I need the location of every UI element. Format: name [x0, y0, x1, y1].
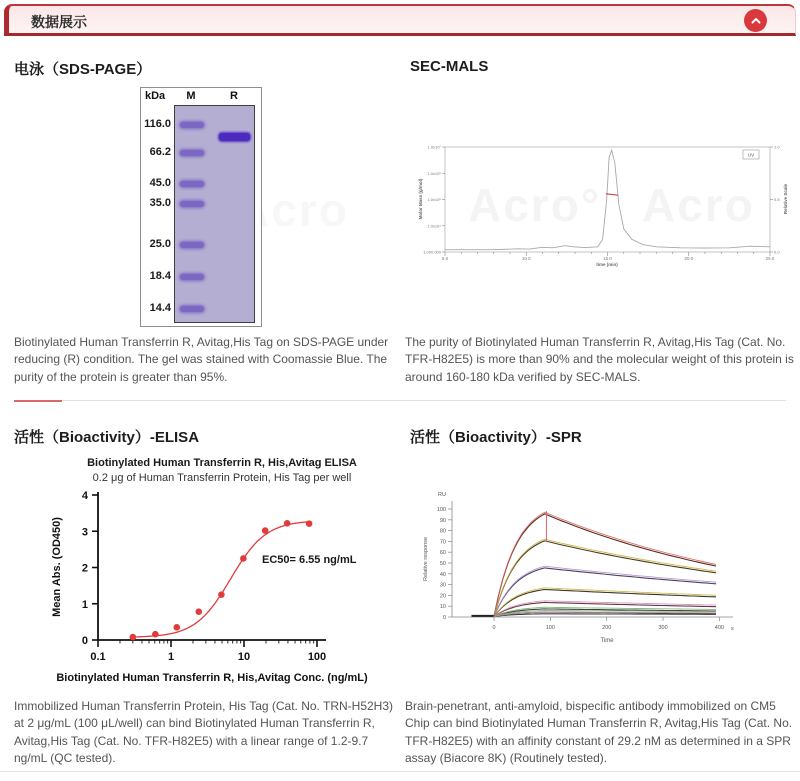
y-tick-label: 0 — [442, 615, 446, 621]
y-tick-label: 4 — [81, 490, 88, 502]
y-tick-label: 10 — [439, 604, 446, 611]
data-point — [173, 624, 180, 631]
y-tick-label: 30 — [439, 582, 446, 589]
section-divider-accent — [14, 400, 62, 402]
right-tick-label: 1.0 — [774, 144, 780, 150]
y-tick-label: 60 — [439, 550, 446, 557]
y-tick-label: 70 — [439, 539, 446, 546]
x-axis-label: time (min) — [596, 262, 618, 267]
y-axis-label: Relative response — [423, 536, 429, 582]
legend-label: UV — [747, 152, 755, 158]
y-tick-label: 40 — [439, 571, 446, 578]
gel-marker-band — [180, 150, 204, 156]
bottom-divider — [0, 771, 800, 772]
y-tick-label: 50 — [439, 561, 446, 567]
left-tick-label: 1.0x10⁷ — [427, 144, 441, 150]
data-point — [306, 520, 313, 527]
left-axis-label: Molar Mass (g/mol) — [418, 178, 423, 220]
chart-subtitle: 0.2 μg of Human Transferrin Protein, His Tag per well — [92, 472, 352, 484]
plot-box — [445, 147, 770, 252]
x-axis-label: Time — [600, 638, 614, 644]
fit-curve — [130, 522, 311, 638]
gel-marker-band — [180, 201, 204, 207]
gel-marker-label: 45.0 — [149, 177, 171, 189]
x-tick-label: 100 — [545, 625, 555, 631]
section-divider — [62, 400, 786, 401]
gel-marker-label: 35.0 — [149, 197, 171, 209]
y-tick-label: 80 — [439, 528, 446, 535]
molar-mass-trace — [606, 194, 618, 196]
left-tick-label: 1.0x10⁵ — [427, 197, 441, 202]
ec50-annotation: EC50= 6.55 ng/mL — [262, 554, 357, 566]
left-tick-label: 1,000.000 — [423, 249, 441, 255]
right-tick-label: 0.5 — [774, 197, 780, 202]
y-tick-label: 3 — [81, 526, 88, 539]
gel-marker-label: 25.0 — [149, 238, 171, 250]
caption-elisa: Immobilized Human Transferrin Protein, His Tag (Cat. No. TRN-H52H3) at 2 μg/mL (100 μL/well) can bind Biotinylated Human Transferrin R, Avitag,His Tag (Cat. No. TFR-H82E5) with a linear range of 1.2-9.7 ng/mL (QC tested). — [14, 699, 394, 766]
x-tick-label: 1 — [167, 651, 175, 663]
x-tick-label: 400 — [714, 625, 724, 631]
x-tick-label: 20.0 — [684, 256, 694, 261]
x-tick-label: 5.0 — [441, 256, 449, 261]
data-point — [218, 591, 225, 598]
sec-mals-chart — [413, 135, 800, 267]
y-tick-label: 90 — [439, 517, 446, 524]
gel-marker-band — [180, 181, 204, 187]
caption-sds-page: Biotinylated Human Transferrin R, Avitag,His Tag on SDS-PAGE under reducing (R) condition. The gel was stained with Coomassie Blue. The purity of the protein is greater than 95%. — [14, 335, 389, 384]
gel-marker-label: 14.4 — [149, 302, 171, 314]
uv-trace — [445, 150, 770, 250]
y-axis-label: Mean Abs. (OD450) — [51, 517, 63, 617]
data-point — [262, 527, 269, 534]
x-tick-label: 300 — [658, 625, 668, 631]
caption-spr: Brain-penetrant, anti-amyloid, bispecific antibody immobilized on CM5 Chip can bind Biotinylated Human Transferrin R, Avitag,His Tag (Cat. No. TFR-H82E5) with an affinity constant of 29.2 nM as determined in a SPR assay (Biacore 8K) (Routinely tested). — [405, 699, 793, 766]
data-point — [240, 555, 247, 562]
y-tick-label: 0 — [81, 635, 88, 647]
x-tick-label: 15.0 — [603, 256, 612, 261]
gel-lane-r-label: R — [230, 90, 238, 102]
left-tick-label: 1.0x10⁴ — [427, 223, 441, 229]
page-title: 数据展示 — [31, 14, 87, 30]
x-tick-label: 0.1 — [90, 651, 106, 663]
watermark-acro: Acro — [236, 184, 349, 236]
x-tick-label: 200 — [602, 625, 612, 631]
gel-marker-label: 66.2 — [149, 146, 171, 158]
gel-unit-label: kDa — [145, 90, 166, 102]
section-title-elisa: 活性（Bioactivity）-ELISA — [14, 429, 200, 446]
spr-chart — [415, 487, 800, 657]
gel-marker-band — [180, 274, 204, 280]
gel-marker-label: 116.0 — [144, 118, 171, 130]
left-tick-label: 1.0x10⁶ — [427, 170, 441, 176]
x-tick-label: 10.0 — [521, 256, 531, 261]
ru-unit-label: RU — [438, 492, 446, 498]
section-title-spr: 活性（Bioactivity）-SPR — [410, 429, 582, 446]
y-tick-label: 1 — [81, 598, 88, 611]
watermark-acro: Acro — [642, 179, 755, 231]
x-axis-label: Biotinylated Human Transferrin R, His,Avitag Conc. (ng/mL) — [56, 672, 368, 684]
chart-title: Biotinylated Human Transferrin R, His,Avitag ELISA — [87, 457, 357, 469]
elisa-chart — [10, 452, 395, 690]
gel-marker-band — [180, 242, 204, 248]
watermark-acro: Acro° — [468, 179, 602, 231]
gel-marker-band — [180, 306, 204, 312]
x-tick-label: 100 — [307, 651, 327, 663]
sensorgram-data — [494, 514, 716, 617]
gel-lane-m-label: M — [186, 90, 196, 102]
chevron-up-icon — [749, 14, 763, 28]
right-axis-label: Relative Scale — [783, 183, 788, 215]
caption-sec-mals: The purity of Biotinylated Human Transferrin R, Avitag,His Tag (Cat. No. TFR-H82E5) is more than 90% and the molecular weight of this protein is around 160-180 kDa verified by SEC-MALS. — [405, 335, 794, 384]
x-tick-label: 25.0 — [765, 256, 775, 261]
data-point — [284, 520, 291, 527]
y-tick-label: 100 — [436, 507, 446, 513]
y-tick-label: 2 — [81, 562, 88, 575]
gel-marker-band — [180, 122, 204, 128]
collapse-button[interactable] — [744, 9, 767, 32]
right-tick-label: 0.0 — [774, 249, 780, 255]
data-point — [195, 608, 202, 615]
y-tick-label: 20 — [439, 593, 446, 600]
x-tick-label: 10 — [237, 651, 251, 663]
sensorgram-data — [494, 614, 716, 617]
x-tick-label: 0 — [492, 625, 496, 631]
section-title-sec-mals: SEC-MALS — [410, 58, 489, 75]
data-display-header[interactable] — [4, 4, 796, 36]
time-unit-label: s — [731, 626, 734, 632]
data-point — [152, 631, 159, 638]
sds-page-gel-image — [140, 87, 262, 327]
gel-sample-band — [219, 133, 250, 141]
section-title-sds-page: 电泳（SDS-PAGE） — [14, 61, 152, 78]
data-point — [130, 634, 137, 641]
gel-marker-label: 18.4 — [149, 270, 171, 282]
